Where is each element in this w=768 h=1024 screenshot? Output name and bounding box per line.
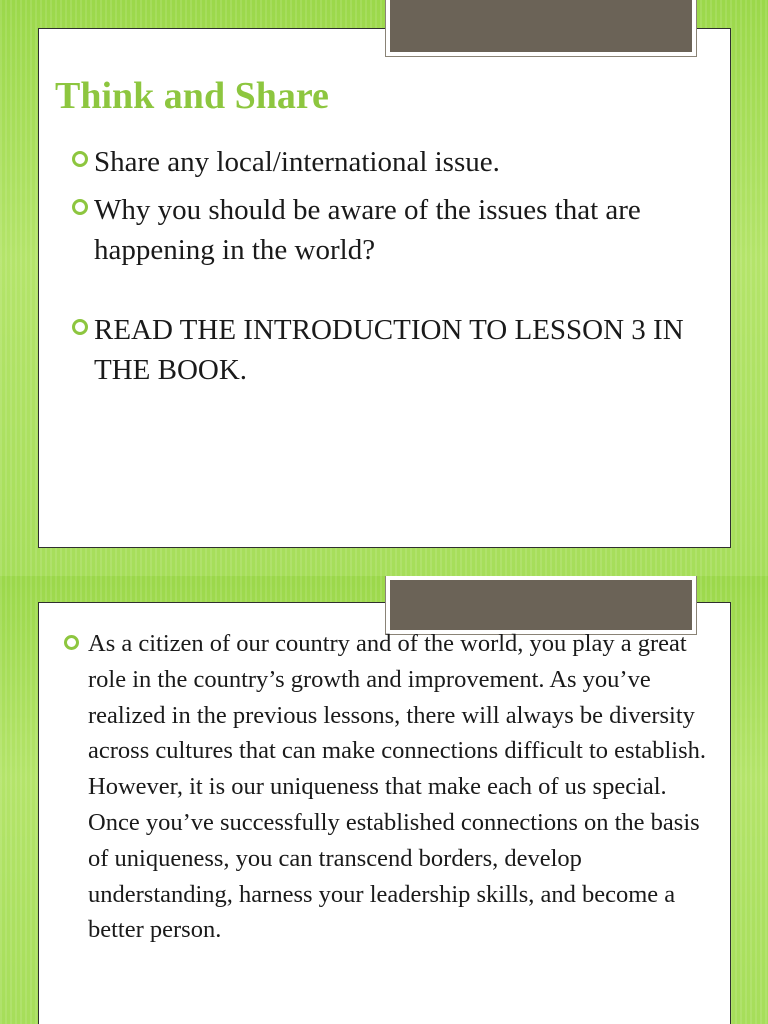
ring-bullet-icon [72, 151, 88, 167]
bullet-item [64, 626, 716, 948]
bullet-text: As a citizen of our country and of the world, you play a great role in the country’s growth and improvement. As you’ve realized in the previous lessons, there will always be diversity across cultures that can make connections difficult to establish. However, it is our uniqueness that make each of us special. Once you’ve successfully established connections on the basis of uniqueness, you can transcend borders, develop understanding, harness your leadership skills, and become a better person. [88, 630, 706, 944]
slide-citizen-paragraph [0, 576, 768, 1024]
ring-bullet-icon [72, 199, 88, 215]
bullet-item [72, 190, 712, 270]
ring-bullet-icon [64, 635, 79, 650]
bullet-item [72, 142, 712, 182]
bullet-text: READ THE INTRODUCTION TO LESSON 3 IN THE BOOK. [94, 314, 684, 386]
bullet-text: Why you should be aware of the issues that are happening in the world? [94, 194, 641, 266]
title-bar-decoration [386, 0, 696, 56]
bullet-text: Share any local/international issue. [94, 146, 500, 178]
slide-title: Think and Share [55, 75, 329, 117]
ring-bullet-icon [72, 319, 88, 335]
bullet-list [64, 626, 716, 948]
bullet-list [72, 142, 712, 390]
bullet-item [72, 310, 712, 390]
